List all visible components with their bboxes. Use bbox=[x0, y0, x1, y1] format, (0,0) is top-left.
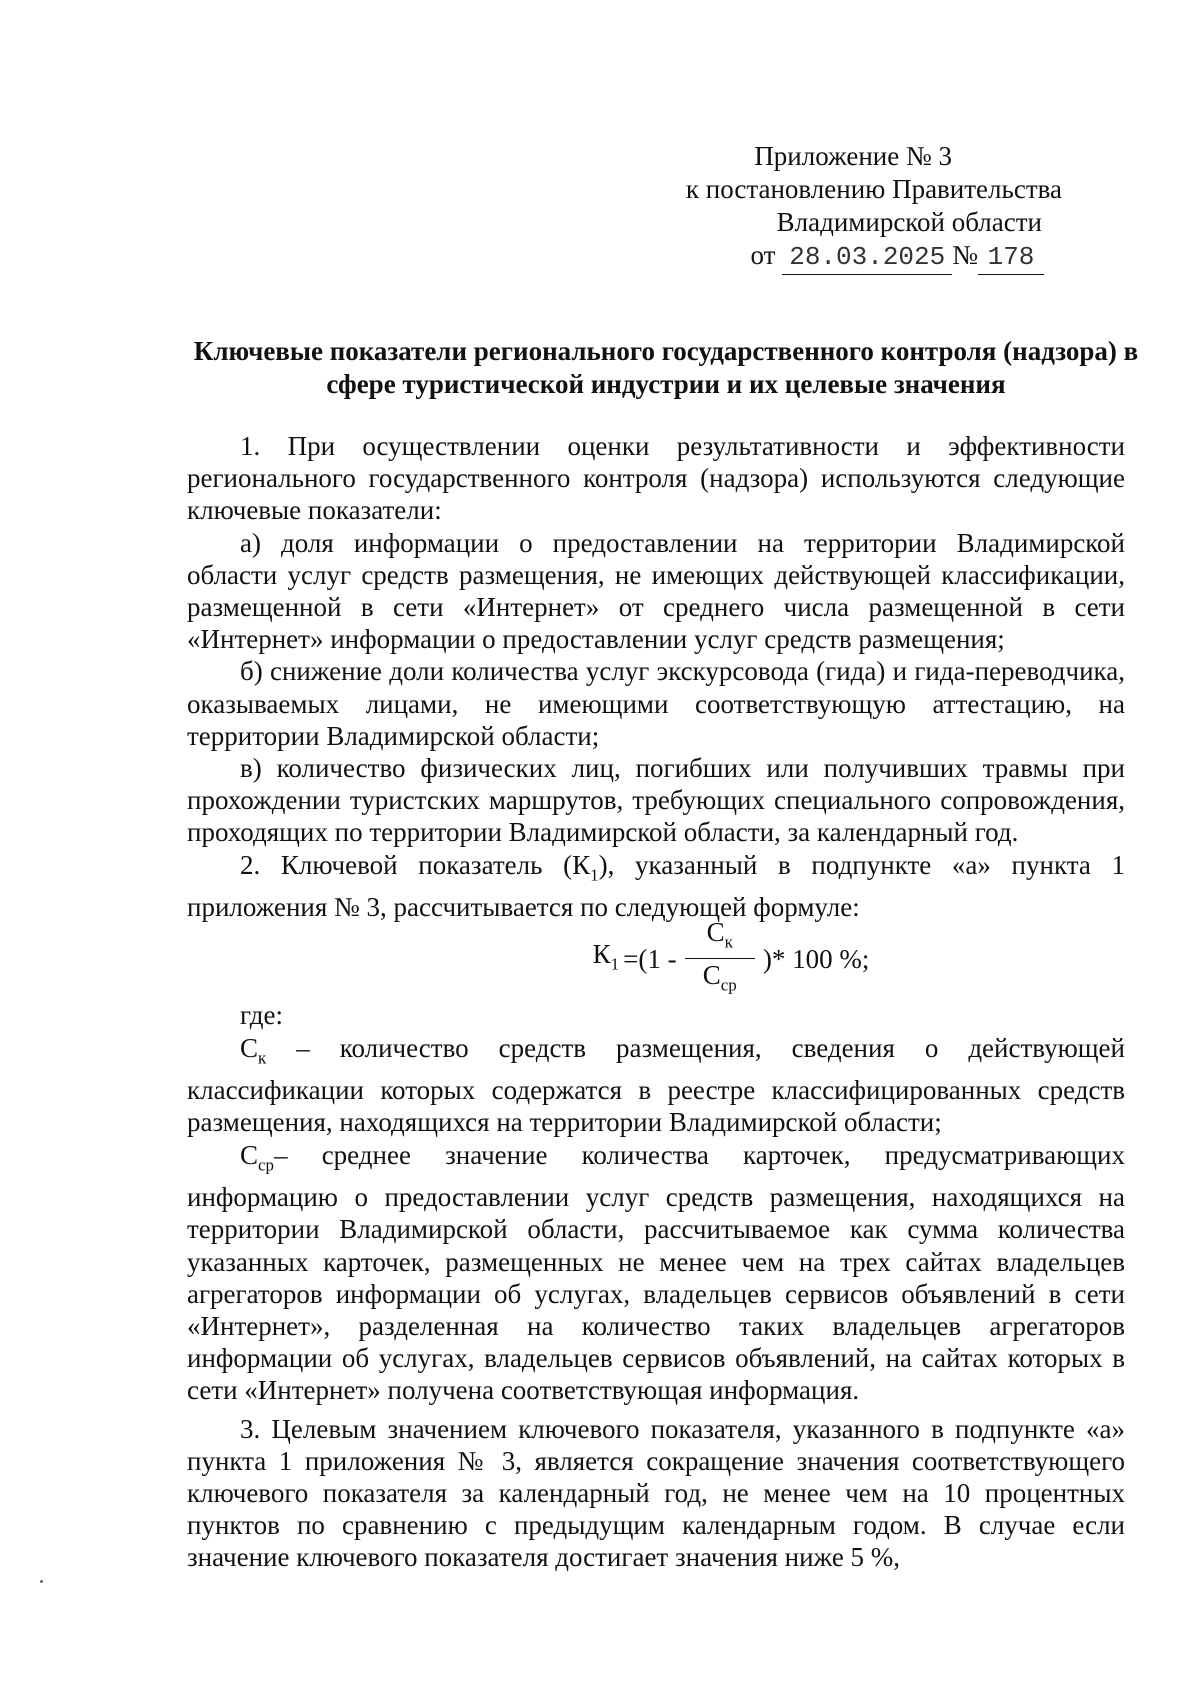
appendix-region: Владимирской области bbox=[776, 207, 1042, 237]
where-label: где: bbox=[240, 1000, 283, 1031]
formula-k1 bbox=[337, 917, 1125, 995]
formula-lhs bbox=[593, 938, 620, 981]
date-value: 28.03.2025 bbox=[789, 242, 946, 272]
ccp-sub: ср bbox=[258, 1155, 275, 1175]
paragraph-2 bbox=[187, 849, 1125, 924]
paragraph-3: 3. Целевым значением ключевого показателя, указанного в подпункте «а» пункта 1 приложения № 3, является сокращение значения соответствующего ключевого показателя за календарный год, не менее чем на 10 процентных пунктов по сравнению с предыдущим календарным годом. В случае если значение ключевого показателя достигает значения ниже 5 %, bbox=[187, 1413, 1125, 1573]
appendix-header bbox=[642, 140, 1062, 275]
paragraph-2-end: ), указанный в подпункте «а» пункта 1 приложения № 3, рассчитывается по следующей формуле: bbox=[187, 849, 1125, 923]
denominator-sub: ср bbox=[720, 975, 737, 995]
scan-speck bbox=[40, 1580, 43, 1583]
appendix-resolution: к постановлению Правительства bbox=[685, 174, 1062, 204]
document-body bbox=[187, 430, 1125, 1574]
formula-numerator bbox=[685, 918, 755, 959]
appendix-date-line bbox=[642, 239, 1062, 275]
formula-fraction bbox=[685, 918, 755, 1001]
denominator-symbol: С bbox=[702, 960, 721, 991]
numerator-sub: к bbox=[724, 932, 733, 952]
paragraph-2-start: 2. Ключевой показатель (К bbox=[240, 849, 591, 880]
formula-lhs-symbol: К bbox=[592, 939, 611, 970]
ccp-text: – среднее значение количества карточек, предусматривающих информацию о предоставлении услуг средств размещения, находящихся на территории Владимирской области, рассчитываемое как сумма количества указанных карточек, размещенных не менее чем на трех сайтах владельцев агрегаторов информации об услугах, владельцев сервисов объявлений в сети «Интернет», разделенная на количество таких владельцев агрегаторов информации об услугах, владельцев сервисов объявлений, на сайтах которых в сети «Интернет» получена соответствующая информация. bbox=[187, 1139, 1125, 1406]
from-label: от bbox=[750, 240, 776, 270]
formula-lhs-sub: 1 bbox=[610, 954, 620, 974]
number-field bbox=[978, 239, 1044, 275]
appendix-number: Приложение № 3 bbox=[754, 141, 952, 171]
ccp-symbol: С bbox=[240, 1139, 259, 1170]
paragraph-1v: в) количество физических лиц, погибших или получивших травмы при прохождении туристских маршрутов, требующих специального сопровождения, проходящих по территории Владимирской области, за календарный год. bbox=[187, 753, 1125, 848]
ck-text: – количество средств размещения, сведения о действующей классификации которых содержатся в реестре классифицированных средств размещения, находящихся на территории Владимирской области; bbox=[187, 1032, 1125, 1138]
document-title: Ключевые показатели регионального государственного контроля (надзора) в сфере туристической индустрии и их целевые значения bbox=[193, 336, 1139, 399]
definition-ck bbox=[187, 1032, 1125, 1139]
formula-denominator bbox=[703, 959, 737, 1000]
formula-close: )* 100 %; bbox=[762, 944, 870, 975]
number-label: № bbox=[952, 240, 978, 270]
paragraph-1: 1. При осуществлении оценки результативности и эффективности регионального государственного контроля (надзора) используются следующие ключевые показатели: bbox=[187, 431, 1125, 526]
ck-sub: к bbox=[258, 1048, 267, 1068]
date-field bbox=[782, 239, 952, 275]
number-value: 178 bbox=[987, 242, 1035, 272]
definition-ccp bbox=[187, 1139, 1125, 1407]
ck-symbol: С bbox=[240, 1032, 259, 1063]
paragraph-1a: а) доля информации о предоставлении на территории Владимирской области услуг средств размещения, не имеющих действующей классификации, размещенной в сети «Интернет» от среднего числа размещенной в сети «Интернет» информации о предоставлении услуг средств размещения; bbox=[187, 527, 1125, 655]
formula-open: =(1 - bbox=[623, 944, 677, 975]
paragraph-2-sub: 1 bbox=[590, 865, 599, 885]
numerator-symbol: С bbox=[706, 917, 725, 948]
paragraph-1b: б) снижение доли количества услуг экскурсовода (гида) и гида-переводчика, оказываемых лицами, не имеющими соответствующую аттестацию, на территории Владимирской области; bbox=[187, 656, 1125, 751]
